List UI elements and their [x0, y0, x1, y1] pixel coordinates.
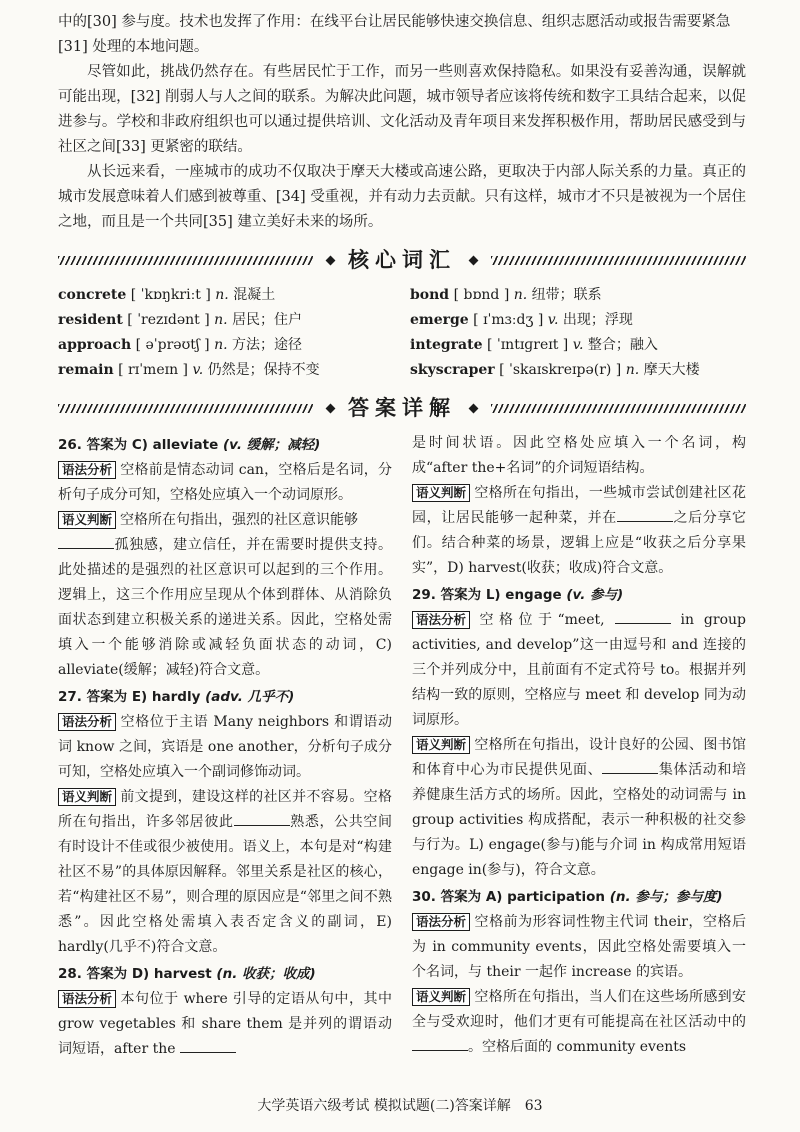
- vocab-ipa: [ ˈskaɪskreɪpə(r) ]: [499, 362, 622, 378]
- passage-paragraph-1: [58, 10, 746, 60]
- blank-line: [615, 609, 671, 624]
- answers-columns: [58, 431, 746, 1062]
- vocab-pos: n.: [214, 337, 228, 353]
- vocab-item: [58, 333, 410, 358]
- answer-29-grammar: [412, 608, 746, 733]
- answers-right-column: [412, 431, 746, 1062]
- vocab-ipa: [ bɒnd ]: [453, 287, 510, 303]
- blank-line: [412, 1036, 468, 1051]
- answer-26-grammar: [58, 458, 392, 508]
- vocab-word: resident: [58, 312, 123, 328]
- blank-line: [58, 534, 114, 549]
- vocab-pos: v.: [572, 337, 584, 353]
- vocab-section-title: 核心词汇: [348, 247, 456, 272]
- vocab-pos: n.: [625, 362, 640, 378]
- answer-28-heading: [58, 962, 392, 987]
- vocab-pos: n.: [214, 312, 228, 328]
- answer-29-heading: [412, 583, 746, 608]
- vocab-word: integrate: [410, 337, 483, 353]
- semantic-text: 空格所在句指出，设计良好的公园、图书馆和体育中心为市民提供见面、: [412, 737, 746, 778]
- grammar-tag: 语法分析: [58, 461, 116, 479]
- vocab-meaning: 居民；住户: [232, 312, 303, 328]
- blank-line: [180, 1038, 236, 1053]
- grammar-tag: 语法分析: [412, 913, 470, 931]
- vocab-word: approach: [58, 337, 132, 353]
- answers-left-column: [58, 431, 392, 1062]
- blank-line: [617, 507, 673, 522]
- diamond-icon: [326, 403, 336, 413]
- semantic-tag: 语义判断: [58, 511, 116, 529]
- diamond-icon: [469, 255, 479, 265]
- vocab-list: [58, 283, 746, 383]
- grammar-text: 空格位于主语 Many neighbors 和谓语动词 know 之间，宾语是 one another，分析句子成分可知，空格处应填入一个副词修饰动词。: [58, 714, 392, 780]
- answer-pos: (v. 参与): [566, 587, 624, 603]
- vocab-meaning: 纽带；联系: [531, 287, 602, 303]
- passage-line: 中的[30] 参与度。技术也发挥了作用：在线平台让居民能够快速交换信息、组织志愿活动或报告需要紧急: [58, 14, 731, 30]
- grammar-tag: 语法分析: [58, 713, 116, 731]
- answer-label: 27. 答案为 E) hardly: [58, 689, 201, 705]
- answer-label: 30. 答案为 A) participation: [412, 889, 606, 905]
- vocab-item: [58, 283, 410, 308]
- grammar-text: in group activities, and develop”这一由逗号和 and 连接的三个并列成分中，且前面有不定式符号 to。根据并列结构一致的原则，空格应与 meet 和 develop 同为动词原形。: [412, 612, 746, 728]
- answer-label: 28. 答案为 D) harvest: [58, 966, 212, 982]
- answer-pos: (v. 缓解；减轻): [222, 437, 321, 453]
- answer-26-semantic: [58, 508, 392, 683]
- answers-section-header: [58, 389, 746, 427]
- answer-29-semantic: [412, 733, 746, 883]
- vocab-section-header: [58, 241, 746, 279]
- vocab-meaning: 整合；融入: [587, 337, 658, 353]
- answer-28-grammar-right: [412, 431, 746, 481]
- semantic-tag: 语义判断: [412, 736, 470, 754]
- answer-27-heading: [58, 685, 392, 710]
- grammar-text: 本句位于 where 引导的定语从句中，其中 grow vegetables 和 share them 是并列的谓语动词短语，after the: [58, 991, 392, 1057]
- answer-label: 26. 答案为 C) alleviate: [58, 437, 219, 453]
- vocab-pos: n.: [215, 287, 229, 303]
- semantic-tag: 语义判断: [412, 988, 470, 1006]
- page-footer: 大学英语六级考试 模拟试题(二)答案详解 63: [257, 1098, 543, 1114]
- vocab-item: [58, 308, 410, 333]
- hatch-divider: [58, 256, 313, 265]
- semantic-text: 前文提到，建设这样的社区并不容易。空格所在句指出，许多邻居彼此: [58, 789, 392, 830]
- grammar-tag: 语法分析: [412, 611, 470, 629]
- passage-paragraph-3: 从长远来看，一座城市的成功不仅取决于摩天大楼或高速公路，更取决于内部人际关系的力量。真正的城市发展意味着人们感到被尊重、[34] 受重视，并有动力去贡献。只有这样，城市才不只是被视为一个居住之地，而且是一个共同[35] 建立美好未来的场所。: [58, 164, 746, 230]
- vocab-meaning: 仍然是；保持不变: [207, 362, 320, 378]
- answer-pos: (n. 收获；收成): [216, 966, 316, 982]
- answer-pos: (n. 参与；参与度): [609, 889, 723, 905]
- vocab-ipa: [ ɪˈmɜːdʒ ]: [473, 312, 544, 328]
- hatch-divider: [491, 256, 746, 265]
- vocab-word: emerge: [410, 312, 469, 328]
- vocab-word: concrete: [58, 287, 127, 303]
- hatch-divider: [491, 404, 746, 413]
- vocab-pos: v.: [192, 362, 204, 378]
- answer-pos: (adv. 几乎不): [205, 689, 295, 705]
- grammar-tag: 语法分析: [58, 990, 116, 1008]
- page: [58, 10, 746, 1062]
- semantic-text: 集体活动和培养健康生活方式的场所。因此，空格处的动词需与 in group activities 构成搭配，表示一种积极的社交参与行为。L) engage(参与)能与介词 in 构成常用短语 engage in(参与)，符合文意。: [412, 762, 747, 878]
- grammar-text: 空格位于“meet,: [474, 612, 605, 628]
- answer-27-semantic: [58, 785, 392, 960]
- semantic-text: 孤独感，建立信任，并在需要时提供支持。此处描述的是强烈的社区意识可以起到的三个作用。逻辑上，这三个作用应呈现从个体到群体、从消除负面状态到建立积极关系的递进关系。因此，空格处需填入一个能够消除或减轻负面状态的动词，C) alleviate(缓解；减轻)符合文意。: [58, 537, 392, 678]
- semantic-text: 空格所在句指出，强烈的社区意识能够: [120, 512, 359, 528]
- answer-28-semantic: [412, 481, 746, 581]
- vocab-item: [410, 283, 746, 308]
- semantic-tag: 语义判断: [58, 788, 116, 806]
- vocab-meaning: 出现；浮现: [562, 312, 633, 328]
- vocab-word: remain: [58, 362, 114, 378]
- semantic-text: 空格所在句指出，一些城市尝试创建社区花园，让居民能够一起种菜，并在: [412, 485, 746, 526]
- vocab-word: bond: [410, 287, 450, 303]
- passage-line: [31] 处理的本地问题。: [58, 39, 209, 55]
- semantic-tag: 语义判断: [412, 484, 470, 502]
- answer-30-grammar: [412, 910, 746, 985]
- vocab-ipa: [ əˈprəʊtʃ ]: [135, 337, 210, 353]
- vocab-item: [410, 358, 746, 383]
- semantic-text: 熟悉，公共空间有时设计不佳或很少被使用。语义上，本句是对“构建社区不易”的具体原因解释。邻里关系是社区的核心，若“构建社区不易”，则合理的原因应是“邻里之间不熟悉”。因此空格处需填入表否定含义的副词，E) hardly(几乎不)符合文意。: [58, 814, 393, 955]
- answer-label: 29. 答案为 L) engage: [412, 587, 562, 603]
- semantic-text: 空格所在句指出，当人们在这些场所感到安全与受欢迎时，他们才更有可能提高在社区活动中的: [412, 989, 746, 1030]
- passage-paragraph-2: 尽管如此，挑战仍然存在。有些居民忙于工作，而另一些则喜欢保持隐私。如果没有妥善沟通，误解就可能出现，[32] 削弱人与人之间的联系。为解决此问题，城市领导者应该将传统和数字工具结合起来，以促进参与。学校和非政府组织也可以通过提供培训、文化活动及青年项目来发挥积极作用，帮助居民感受到与社区之间[33] 更紧密的联结。: [58, 64, 746, 155]
- semantic-text: 之后分享它们。结合种菜的场景，逻辑上应是“收获之后分享果实”，D) harvest(收获；收成)符合文意。: [412, 510, 747, 576]
- answer-28-grammar-left: [58, 987, 392, 1062]
- vocab-ipa: [ ˈrezɪdənt ]: [127, 312, 210, 328]
- grammar-text: 空格前为形容词性物主代词 their，空格后为 in community events，因此空格处需要填入一个名词，与 their 一起作 increase 的宾语。: [412, 914, 746, 980]
- vocab-ipa: [ ˈkɒŋkriːt ]: [130, 287, 211, 303]
- vocab-meaning: 摩天大楼: [643, 362, 700, 378]
- vocab-item: [58, 358, 410, 383]
- semantic-text: 。空格后面的 community events: [468, 1039, 687, 1055]
- grammar-text: 空格前是情态动词 can，空格后是名词，分析句子成分可知，空格处应填入一个动词原形。: [58, 462, 392, 503]
- answer-26-heading: [58, 433, 392, 458]
- vocab-pos: v.: [547, 312, 559, 328]
- vocab-ipa: [ rɪˈmeɪn ]: [118, 362, 189, 378]
- hatch-divider: [58, 404, 313, 413]
- answer-27-grammar: [58, 710, 392, 785]
- vocab-meaning: 方法；途径: [231, 337, 302, 353]
- blank-line: [234, 811, 290, 826]
- answer-30-heading: [412, 885, 746, 910]
- vocab-item: [410, 333, 746, 358]
- blank-line: [602, 759, 658, 774]
- diamond-icon: [469, 403, 479, 413]
- vocab-pos: n.: [513, 287, 528, 303]
- vocab-meaning: 混凝土: [233, 287, 276, 303]
- passage: [58, 10, 746, 235]
- answer-30-semantic: [412, 985, 746, 1060]
- vocab-word: skyscraper: [410, 362, 495, 378]
- diamond-icon: [326, 255, 336, 265]
- vocab-item: [410, 308, 746, 333]
- answers-section-title: 答案详解: [348, 395, 456, 420]
- vocab-ipa: [ ˈɪntɪɡreɪt ]: [486, 337, 569, 353]
- grammar-text: 是时间状语。因此空格处应填入一个名词，构成“after the+名词”的介词短语结构。: [412, 435, 746, 476]
